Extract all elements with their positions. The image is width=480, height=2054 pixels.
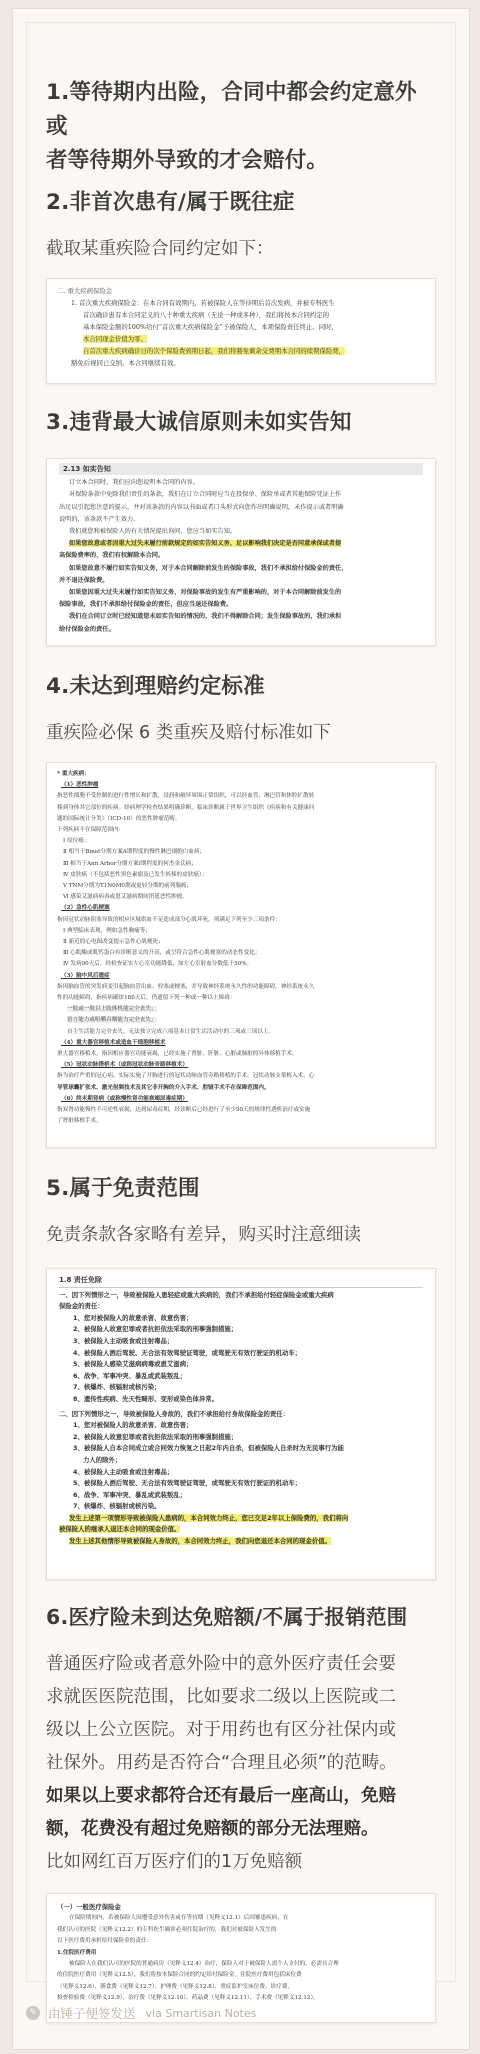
excerpt-line: Ⅲ 相当于Ann Arbor分期方案Ⅰ期程度的何杰金氏病；	[63, 860, 197, 867]
section-6-para-line: 比如网红百万医疗们的1万免赔额	[46, 1852, 303, 1872]
excerpt-line: 我们就您和被保险人的有关情况提出询问，您应当如实告知。	[69, 528, 237, 536]
excerpt-line: 豁免后视同已交纳，本合同继续有效。	[71, 359, 180, 367]
excerpt-line: 在保险期间内，若被保险人因遭受意外伤害或在等待期（见释义12.1）后因罹患疾病，在	[69, 1915, 289, 1922]
excerpt-line: （3）脑中风后遗症	[61, 972, 110, 979]
section-4-desc: 重疾险必保 6 类重疾及赔付标准如下	[46, 723, 331, 743]
excerpt-line: 1.住院医疗费用	[57, 1949, 97, 1956]
section-5-title: 5.属于免责范围	[46, 1176, 200, 1201]
section-6-title: 6.医疗险未到达免赔额/不属于报销范围	[46, 1605, 408, 1629]
excerpt-line: 一、因下列情形之一，导致被保险人患轻症或重大疾病的，我们不承担给付轻症保险金或重大疾病	[59, 1290, 334, 1299]
excerpt-line: 指因冠状动脉阻塞导致的相应区域供血不足造成部分心肌坏死，须满足下列至少三项条件：	[57, 916, 281, 923]
excerpt-line: 出足以引起您注意的提示，并对该条款的内容以书面或者口头形式向您作出明确说明，未作提示或者明确	[59, 503, 344, 511]
excerpt-line: 力人的除外；	[83, 1455, 122, 1464]
section-6-para-line: 如果以上要求都符合还有最后一座高山，免赔	[46, 1786, 396, 1806]
excerpt-line: （4）重大器官移植术或造血干细胞移植术	[61, 1039, 166, 1046]
footer-via: via Smartisan Notes	[145, 2006, 257, 2020]
section-6-para-line: 求就医医院范围，比如要求二级以上医院或二	[46, 1687, 396, 1707]
excerpt-line: 6、战争、军事冲突、暴乱或武装叛乱；	[73, 1371, 187, 1380]
excerpt-line: 1、您对被保险人的故意杀害、故意伤害；	[73, 1313, 193, 1322]
excerpt-line: 订立本合同时，我们应向您说明本合同的内容。	[69, 479, 199, 487]
excerpt-line: 的住院医疗费用（见释义12.5），我们将按本保险合同的约定给付保险金。住院医疗费用包括床位费	[57, 1972, 302, 1979]
section-4-title: 4.未达到理赔约定标准	[46, 674, 265, 699]
excerpt-line: Ⅳ 发病90天后，经检查证实左心室功能降低，如左心室射血分数低于50%。	[63, 961, 253, 968]
excerpt-heading: 二. 重大疾病保险金	[57, 287, 113, 295]
section-2-title: 2.非首次患有/属于既往症	[46, 190, 295, 215]
excerpt-line: 一肢或一肢以上肢体机能完全丧失；	[67, 1006, 157, 1013]
excerpt-line: Ⅱ 相当于Binet分期方案A期程度的慢性淋巴细胞白血病；	[63, 849, 206, 856]
excerpt-line: 如果您故意或者因重大过失未履行前款规定的如实告知义务，足以影响我们决定是否同意承保或者提	[69, 540, 342, 548]
excerpt-line: 基本保险金额的100%给付“首次重大疾病保险金”予被保险人，本项保险责任终止。同时，	[83, 323, 338, 331]
excerpt-line: 说明的，该条款不产生效力。	[59, 515, 140, 523]
section-6-para-line: 普通医疗险或者意外险中的意外医疗责任会要	[46, 1654, 396, 1674]
excerpt-line: 如果您因重大过失未履行如实告知义务，对保险事故的发生有严重影响的，对于本合同解除前发生的	[69, 589, 342, 597]
section-6-para-line: 额，花费没有超过免赔额的部分无法理赔。	[46, 1819, 379, 1839]
excerpt-line: 被保险人在我们认可的医院的普通病房（见释义12.4）治疗，保险人对于被保险人需个人支付的、必需且合理	[69, 1961, 339, 1968]
excerpt-line: 自首次重大疾病确诊日的次个保险费到期日起，我们将豁免剩余交费期本合同的续期保险费，	[83, 347, 346, 355]
excerpt-line: 2、被保险人故意犯罪或者抗拒依法采取的刑事强制措施；	[73, 1432, 238, 1441]
excerpt-line: Ⅰ 原位癌；	[63, 838, 90, 845]
excerpt-line: Ⅰ 典型临床表现，例如急性胸痛等；	[63, 927, 151, 934]
excerpt-line: 4、被保险人主动吸食或注射毒品；	[73, 1467, 174, 1476]
excerpt-line: 下列疾病不在保障范围内：	[57, 827, 125, 834]
excerpt-line: 指双肾功能慢性不可逆性衰竭，达到尿毒症期，经诊断后已经进行了至少90天的规律性透析治疗或实施	[57, 1107, 311, 1114]
excerpt-line: 被保险人的继承人退还本合同的现金价值。	[59, 1525, 181, 1534]
excerpt-line: 保险事故，我们不承担给付保险金的责任，但应当退还保险费。	[59, 601, 233, 609]
excerpt-line: 5、被保险人酒后驾驶、无合法有效驾驶证驾驶，或驾驶无有效行驶证的机动车；	[73, 1479, 302, 1488]
excerpt-line: 发生上述第一项情形导致被保险人患病的，本合同效力终止，您已交足2年以上保险费的，我们将向	[69, 1513, 349, 1522]
section-3-title: 3.违背最大诚信原则未如实告知	[46, 410, 352, 435]
excerpt-line: Ⅱ 新近的心电图改变提示急性心肌梗死；	[63, 939, 164, 946]
excerpt-line: 指因脑血管的突发病变引起脑血管出血、栓塞或梗塞，并导致神经系统永久性的功能障碍。神经系统永久	[57, 983, 315, 990]
excerpt-heading: 2.13 如实告知	[59, 463, 423, 475]
section-1-line2: 者等待期外导致的才会赔付。	[46, 148, 329, 173]
excerpt-line: 如果您故意不履行如实告知义务，对于本合同解除前发生的保险事故，我们不承担给付保险金的责任，	[69, 564, 348, 572]
excerpt-line: Ⅳ 皮肤癌（不包括恶性黑色素瘤及已发生转移的皮肤癌）；	[63, 871, 208, 878]
excerpt-line: 我们认可的医院（见释义12.2）的专科医生确诊必须住院治疗的，我们对被保险人发生的	[57, 1926, 277, 1933]
excerpt-line: 二、因下列情形之一，导致被保险人身故的，我们不承担给付身故保险金的责任：	[59, 1409, 290, 1418]
excerpt-line: 以下医疗费用承担给付保险金的责任：	[57, 1938, 153, 1945]
excerpt-line: 高保险费率的，我们有权解除本合同。	[59, 552, 165, 560]
excerpt-line: （2）急性心肌梗塞	[61, 905, 110, 912]
note-content	[46, 70, 436, 2023]
excerpt-line: * 重大疾病：	[57, 771, 90, 777]
excerpt-line: 检查检验费（见释义12.9）、治疗费（见释义12.10）、药品费（见释义12.11）、手术费（见释义12.12）。	[57, 1995, 319, 2002]
excerpt-line: 我们在合同订立时已经知道您未如实告知的情况的，我们不得解除合同；发生保险事故的，我们承担	[69, 613, 342, 621]
footer-text: 由锤子便签发送	[48, 2006, 136, 2021]
excerpt-line: （见释义12.6）、膳食费（见释义12.7）、护理费（见释义12.8）、重症监护室床位费、诊疗费、	[57, 1983, 293, 1990]
excerpt-line: 重大器官移植术，指因相应器官功能衰竭，已经实施了肾脏、肝脏、心脏或肺脏的异体移植手术。	[57, 1051, 298, 1058]
section-6-para-line: 社保外。用药是否符合“合理且必须”的范畴。	[46, 1753, 397, 1773]
excerpt-line: Ⅲ 心肌酶或肌钙蛋白有诊断意义的升高，或呈符合急性心肌梗塞的动态性变化；	[63, 950, 261, 957]
excerpt-heading: （一）一般医疗保险金	[57, 1903, 121, 1911]
section-5-desc: 免责条款各家略有差异，购买时注意细读	[46, 1225, 361, 1245]
section-2-desc: 截取某重疾险合同约定如下：	[46, 239, 274, 259]
section-6-para-line: 级以上公立医院。对于用药也有区分社保内或	[46, 1720, 396, 1740]
excerpt-line: 4、被保险人酒后驾驶、无合法有效驾驶证驾驶，或驾驶无有效行驶证的机动车；	[73, 1348, 302, 1357]
excerpt-line: 性的功能障碍，指疾病确诊180天后，仍遗留下列一种或一种以上障碍：	[57, 995, 236, 1002]
excerpt-line: Ⅴ TNM分期为T1N0M0期或更轻分期的前列腺癌；	[63, 883, 193, 890]
footer	[26, 1998, 454, 2028]
excerpt-line: 指为治疗严重的冠心病，实际实施了开胸进行的冠状动脉血管旁路移植的手术。冠状动脉支架植入术、心	[57, 1073, 315, 1080]
excerpt-line: 自主生活能力完全丧失，无法独立完成六项基本日常生活活动中的三项或三项以上。	[67, 1028, 274, 1035]
excerpt-line: 了肾脏移植手术。	[57, 1118, 102, 1125]
excerpt-heading: 1.8 责任免除	[59, 1275, 423, 1288]
excerpt-line: 指恶性细胞不受控制的进行性增长和扩散，浸润和破坏周围正常组织，可以经血管、淋巴管和体腔扩散转	[57, 793, 315, 800]
pen-icon: ✎	[26, 2006, 40, 2020]
excerpt-line: （5）冠状动脉搭桥术（或称冠状动脉旁路移植术）	[61, 1062, 188, 1069]
excerpt-line: Ⅵ 感染艾滋病病毒或患艾滋病期间所患恶性肿瘤。	[63, 894, 188, 901]
excerpt-line: 并不退还保险费。	[59, 576, 109, 584]
excerpt-line: 保险金的责任：	[59, 1302, 104, 1311]
excerpt-line: 导管球囊扩张术、激光射频技术及其它非开胸的介入手术、腔镜手术不在保障范围内。	[57, 1084, 270, 1091]
excerpt-line: 首次确诊患有本合同定义的八十种重大疾病（无论一种或多种），我们将按本合同约定的	[83, 311, 330, 319]
excerpt-line: （6）终末期肾病（或称慢性肾功能衰竭尿毒症期）	[61, 1095, 188, 1102]
excerpt-line: 给付保险金的责任。	[59, 625, 115, 633]
excerpt-line: 发生上述其他情形导致被保险人身故的，本合同效力终止，我们向您退还本合同的现金价值。	[69, 1537, 332, 1546]
contract-excerpt-3	[46, 762, 436, 1148]
contract-excerpt-4	[46, 1268, 436, 1580]
excerpt-line: 对保险条款中免除我们责任的条款，我们在订立合同时应当在投保单、保险单或者其他保险凭证上作	[69, 491, 342, 499]
excerpt-line: 1、您对被保险人的故意杀害、故意伤害；	[73, 1421, 193, 1430]
excerpt-line: 语言能力或咀嚼吞咽能力完全丧失；	[67, 1017, 157, 1024]
excerpt-line: 8、遗传性疾病、先天性畸形、变形或染色体异常。	[73, 1394, 219, 1403]
excerpt-line: 题的国际统计分类》（ICD-10）的恶性肿瘤范畴。	[57, 815, 181, 822]
contract-excerpt-2	[46, 458, 436, 646]
excerpt-line: 移到身体其它部位的疾病。经病理学检查结果明确诊断，临床诊断属于世界卫生组织《疾病和有关健康问	[57, 804, 315, 811]
contract-excerpt-1	[46, 278, 436, 384]
excerpt-line: 6、战争、军事冲突、暴乱或武装叛乱；	[73, 1490, 187, 1499]
excerpt-line: 7、核爆炸、核辐射或核污染；	[73, 1383, 161, 1392]
excerpt-line: 3、被保险人主动吸食或注射毒品；	[73, 1336, 174, 1345]
section-1-line1: 1.等待期内出险，合同中都会约定意外或	[46, 80, 417, 139]
excerpt-line: 1. 首次重大疾病保险金：在本合同有效期内，若被保险人在等待期后首次发病，并被专科医生	[71, 299, 335, 307]
excerpt-line: 5、被保险人感染艾滋病病毒或患艾滋病；	[73, 1360, 193, 1369]
excerpt-line: 2、被保险人故意犯罪或者抗拒依法采取的刑事强制措施；	[73, 1325, 238, 1334]
excerpt-line: 7、核爆炸、核辐射或核污染。	[73, 1502, 161, 1511]
excerpt-line: 3、被保险人自本合同成立或合同效力恢复之日起2年内自杀，但被保险人自杀时为无民事行为能	[73, 1444, 344, 1453]
excerpt-line: （1）恶性肿瘤	[61, 782, 99, 789]
excerpt-line: 本合同现金价值为零。	[83, 335, 147, 343]
